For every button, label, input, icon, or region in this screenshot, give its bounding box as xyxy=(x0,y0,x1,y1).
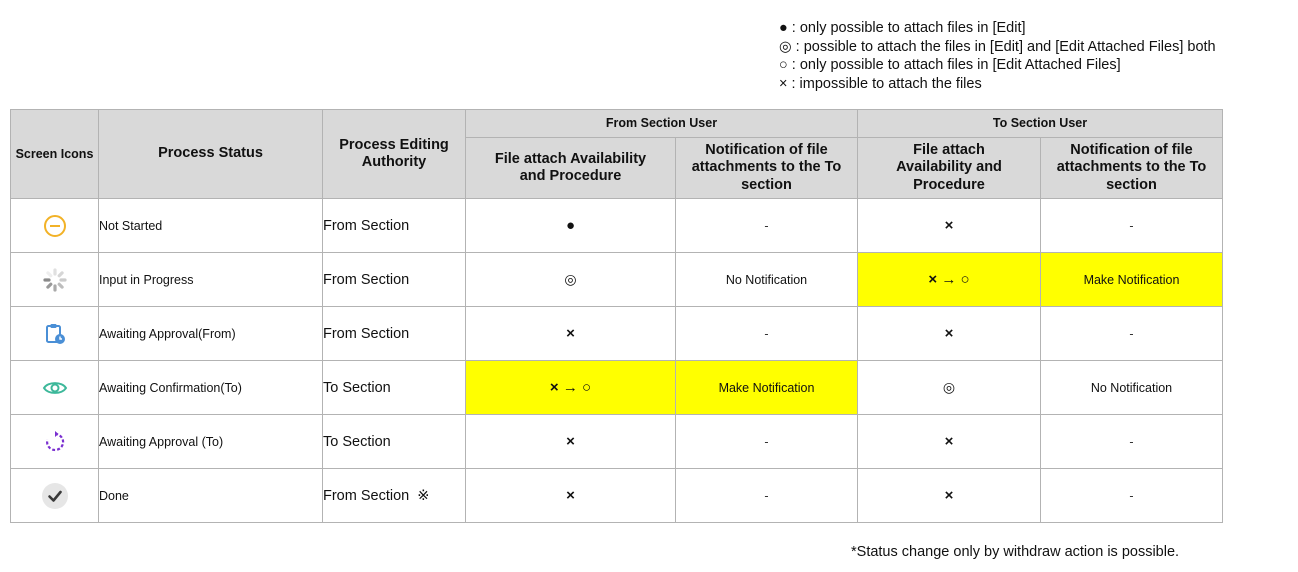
to-notify-cell: - xyxy=(1041,415,1223,469)
from-notify-cell: - xyxy=(676,469,858,523)
from-attach-cell: ● xyxy=(466,199,676,253)
process-status: Input in Progress xyxy=(99,253,323,307)
table-row xyxy=(11,253,1223,307)
footnote: *Status change only by withdraw action is possible. xyxy=(851,544,1180,560)
from-attach-cell: × → ○ xyxy=(466,361,676,415)
from-attach-cell: × xyxy=(466,469,676,523)
to-attach-cell: × xyxy=(858,415,1041,469)
header-from-section-user: From Section User xyxy=(466,110,858,138)
header-from-file-attach: File attach Availability and Procedure xyxy=(466,138,676,199)
file-attach-matrix xyxy=(10,109,1223,523)
to-attach-cell: × → ○ xyxy=(858,253,1041,307)
to-notify-cell: - xyxy=(1041,199,1223,253)
from-notify-cell: - xyxy=(676,415,858,469)
checkmark-circle-icon xyxy=(41,488,69,502)
process-status: Awaiting Approval(From) xyxy=(99,307,323,361)
to-attach-cell: × xyxy=(858,199,1041,253)
from-notify-cell: - xyxy=(676,199,858,253)
editing-authority: From Section xyxy=(323,253,466,307)
to-attach-cell: × xyxy=(858,307,1041,361)
to-attach-cell: × xyxy=(858,469,1041,523)
eye-icon xyxy=(42,380,68,394)
process-status: Not Started xyxy=(99,199,323,253)
editing-authority: From Section xyxy=(323,199,466,253)
to-notify-cell: - xyxy=(1041,307,1223,361)
from-attach-cell: ◎ xyxy=(466,253,676,307)
from-attach-cell: × xyxy=(466,415,676,469)
from-attach-cell: × xyxy=(466,307,676,361)
process-status: Awaiting Approval (To) xyxy=(99,415,323,469)
header-to-section-user: To Section User xyxy=(858,110,1223,138)
minus-circle-icon xyxy=(43,218,67,232)
table-row xyxy=(11,469,1223,523)
table-row xyxy=(11,415,1223,469)
to-notify-cell: Make Notification xyxy=(1041,253,1223,307)
table-row xyxy=(11,199,1223,253)
legend-filled-circle: ● : only possible to attach files in [Edit] xyxy=(779,20,1026,36)
to-notify-cell: No Notification xyxy=(1041,361,1223,415)
to-notify-cell: - xyxy=(1041,469,1223,523)
editing-authority: From Section xyxy=(323,307,466,361)
from-notify-cell: No Notification xyxy=(676,253,858,307)
legend-open-circle: ○ : only possible to attach files in [Edit Attached Files] xyxy=(779,57,1121,74)
legend xyxy=(779,19,1216,93)
header-process-status: Process Status xyxy=(99,110,323,199)
editing-authority: To Section xyxy=(323,361,466,415)
process-status: Done xyxy=(99,469,323,523)
header-screen-icons: Screen Icons xyxy=(11,110,99,199)
refresh-arrow-icon xyxy=(43,434,67,448)
loading-spinner-icon xyxy=(42,272,68,286)
editing-authority: From Section ※ xyxy=(323,469,466,523)
legend-double-circle: ◎ : possible to attach the files in [Edit] and [Edit Attached Files] both xyxy=(779,38,1216,55)
clipboard-clock-icon xyxy=(43,326,67,340)
process-status: Awaiting Confirmation(To) xyxy=(99,361,323,415)
header-process-editing-authority: Process Editing Authority xyxy=(323,110,466,199)
to-attach-cell: ◎ xyxy=(858,361,1041,415)
legend-cross: × : impossible to attach the files xyxy=(779,75,982,92)
from-notify-cell: Make Notification xyxy=(676,361,858,415)
header-from-notification: Notification of file attachments to the To section xyxy=(676,138,858,199)
table-row xyxy=(11,307,1223,361)
from-notify-cell: - xyxy=(676,307,858,361)
header-to-file-attach: File attach Availability and Procedure xyxy=(858,138,1041,199)
table-row xyxy=(11,361,1223,415)
editing-authority: To Section xyxy=(323,415,466,469)
header-to-notification: Notification of file attachments to the To section xyxy=(1041,138,1223,199)
